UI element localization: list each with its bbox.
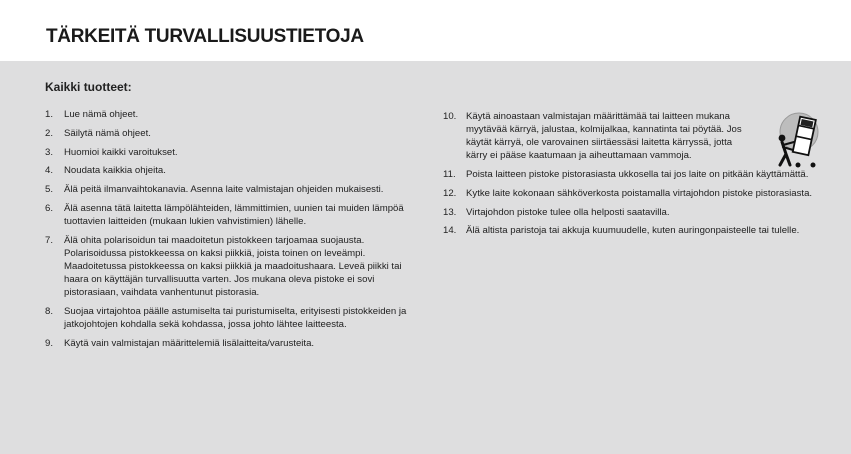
item-text: Noudata kaikkia ohjeita.	[64, 165, 166, 177]
item-number: 6.	[45, 202, 54, 214]
item-number: 5.	[45, 184, 54, 196]
list-item	[45, 164, 425, 177]
item-text: Käytä vain valmistajan määrittelemiä lisälaitteita/varusteita.	[64, 337, 315, 349]
list-item	[45, 183, 425, 196]
list-item	[45, 305, 425, 331]
section-subtitle: Kaikki tuotteet:	[45, 80, 132, 94]
item-text: Käytä ainoastaan valmistajan määrittämää tai laitteen mukana myytävää kärryä, jalustaa, kolmijalkaa, kannatinta tai pöytää. Jos käytät kärryä, ole varovainen siirtäessäsi laitetta kärryssä, jotta kärry ei pääse kaatumaan ja aiheuttamaan vammoja.	[466, 111, 742, 162]
list-item	[45, 127, 425, 140]
item-number: 9.	[45, 337, 54, 349]
item-text: Säilytä nämä ohjeet.	[64, 127, 151, 139]
item-number: 12.	[443, 187, 457, 199]
item-number: 14.	[443, 225, 457, 237]
item-number: 13.	[443, 206, 457, 218]
item-text: Poista laitteen pistoke pistorasiasta ukkosella tai jos laite on pitkään käyttämättä.	[466, 169, 809, 181]
list-item	[45, 337, 425, 350]
item-number: 11.	[443, 169, 456, 181]
list-item	[45, 202, 425, 228]
item-text: Suojaa virtajohtoa päälle astumiselta tai puristumiselta, erityisesti pistokkeiden ja jatkojohtojen kohdalla sekä kohdassa, jossa johto lähtee laitteesta.	[64, 305, 407, 331]
item-text: Virtajohdon pistoke tulee olla helposti saatavilla.	[466, 206, 670, 218]
item-number: 3.	[45, 146, 54, 158]
item-number: 8.	[45, 305, 54, 317]
item-number: 2.	[45, 127, 54, 139]
item-text: Kytke laite kokonaan sähköverkosta poistamalla virtajohdon pistoke pistorasiasta.	[466, 187, 813, 199]
page-title: TÄRKEITÄ TURVALLISUUSTIETOJA	[46, 26, 364, 47]
list-item	[45, 146, 425, 159]
list-item	[45, 108, 425, 121]
list-item	[443, 224, 833, 237]
list-item	[443, 206, 833, 219]
item-number: 7.	[45, 234, 54, 246]
item-number: 4.	[45, 165, 54, 177]
safety-list-left	[45, 108, 425, 356]
item-text: Älä ohita polarisoidun tai maadoitetun pistokkeen tarjoamaa suojausta. Polarisoidussa pistokkeessa on kaksi piikkiä, joista toinen on leveämpi. Maadoitetussa pistokkeessa on kaksi piikkiä ja maadoitushaara. Leveä piikki tai haara on käyttäjän turvallisuutta varten. Jos mukana oleva pistoke ei sovi pistorasiaan, vaihdata vanhentunut pistorasia.	[64, 234, 402, 299]
item-text: Huomioi kaikki varoitukset.	[64, 146, 178, 158]
item-text: Älä altista paristoja tai akkuja kuumuudelle, kuten auringonpaisteelle tai tulelle.	[466, 225, 800, 237]
cart-tip-over-warning-icon	[764, 112, 822, 172]
item-number: 1.	[45, 109, 54, 120]
item-text: Älä peitä ilmanvaihtokanavia. Asenna laite valmistajan ohjeiden mukaisesti.	[64, 184, 384, 196]
list-item	[443, 187, 833, 200]
list-item	[45, 234, 425, 299]
item-text: Lue nämä ohjeet.	[64, 109, 139, 120]
item-number: 10.	[443, 111, 457, 122]
item-text: Älä asenna tätä laitetta lämpölähteiden, lämmittimien, uunien tai muiden lämpöä tuottavien laitteiden (mukaan lukien vahvistimien) lähelle.	[64, 202, 404, 227]
